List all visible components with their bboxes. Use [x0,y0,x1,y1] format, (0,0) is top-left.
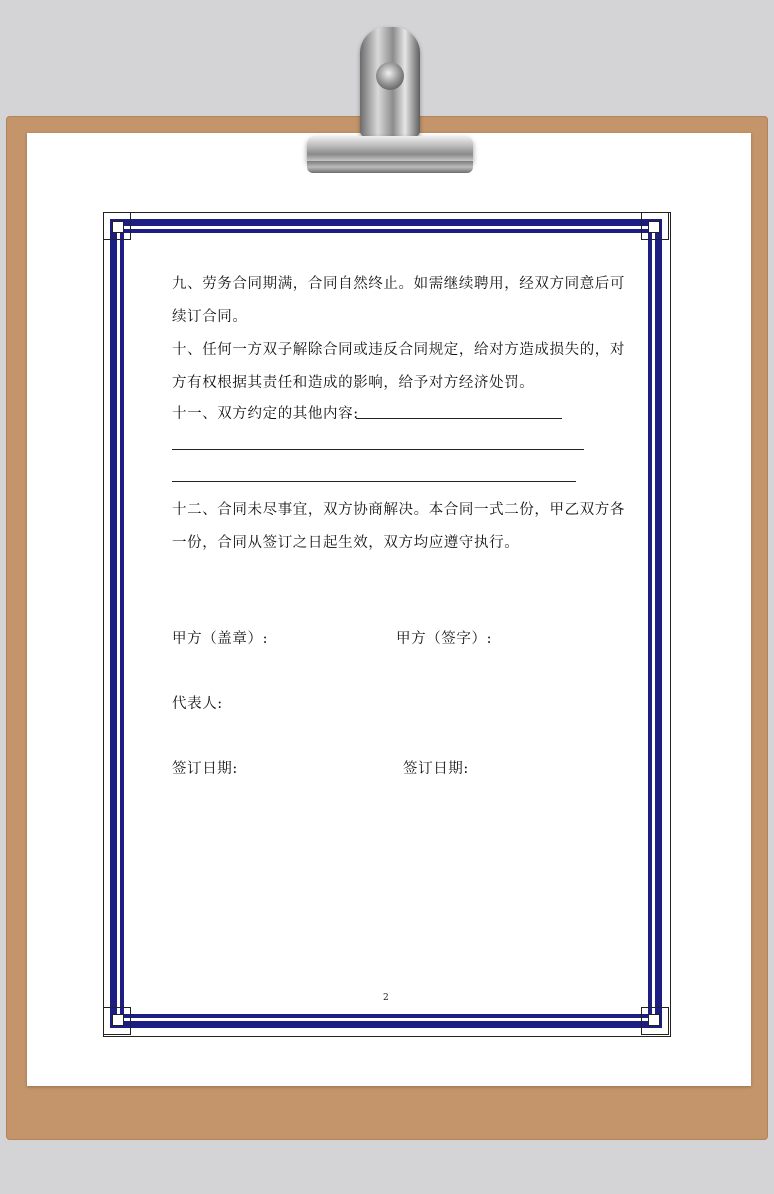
clip-plate-base [307,161,473,173]
clause-11-blank-2 [172,449,584,450]
clause-11-label: 十一、双方约定的其他内容: [172,406,359,422]
clause-9-line-1: 九、劳务合同期满，合同自然终止。如需继续聘用，经双方同意后可 [172,276,625,292]
representative-label: 代表人: [172,696,223,712]
frame-corner-bottom-left [103,1007,131,1035]
clip-ring-hole [376,62,404,90]
clause-11-blank-1 [356,418,562,419]
party-a-seal-label: 甲方（盖章）: [172,631,269,647]
frame-corner-bottom-right [641,1007,669,1035]
clause-10-line-2: 方有权根据其责任和造成的影响，给予对方经济处罚。 [172,375,535,391]
sign-date-left-label: 签订日期: [172,761,238,777]
clause-12-line-2: 一份，合同从签订之日起生效，双方均应遵守执行。 [172,535,520,551]
sign-date-right-label: 签订日期: [403,761,469,777]
clause-9-line-2: 续订合同。 [172,309,248,325]
clause-10-line-1: 十、任何一方双子解除合同或违反合同规定，给对方造成损失的，对 [172,342,625,358]
clause-11-blank-3 [172,481,576,482]
frame-corner-top-right [641,212,669,240]
frame-corner-top-left [103,212,131,240]
clip-plate [307,136,473,162]
party-a-sign-label: 甲方（签字）: [396,631,493,647]
clause-12-line-1: 十二、合同未尽事宜，双方协商解决。本合同一式二份，甲乙双方各 [172,502,625,518]
binder-clip [305,24,475,178]
page-number: 2 [383,993,389,1003]
